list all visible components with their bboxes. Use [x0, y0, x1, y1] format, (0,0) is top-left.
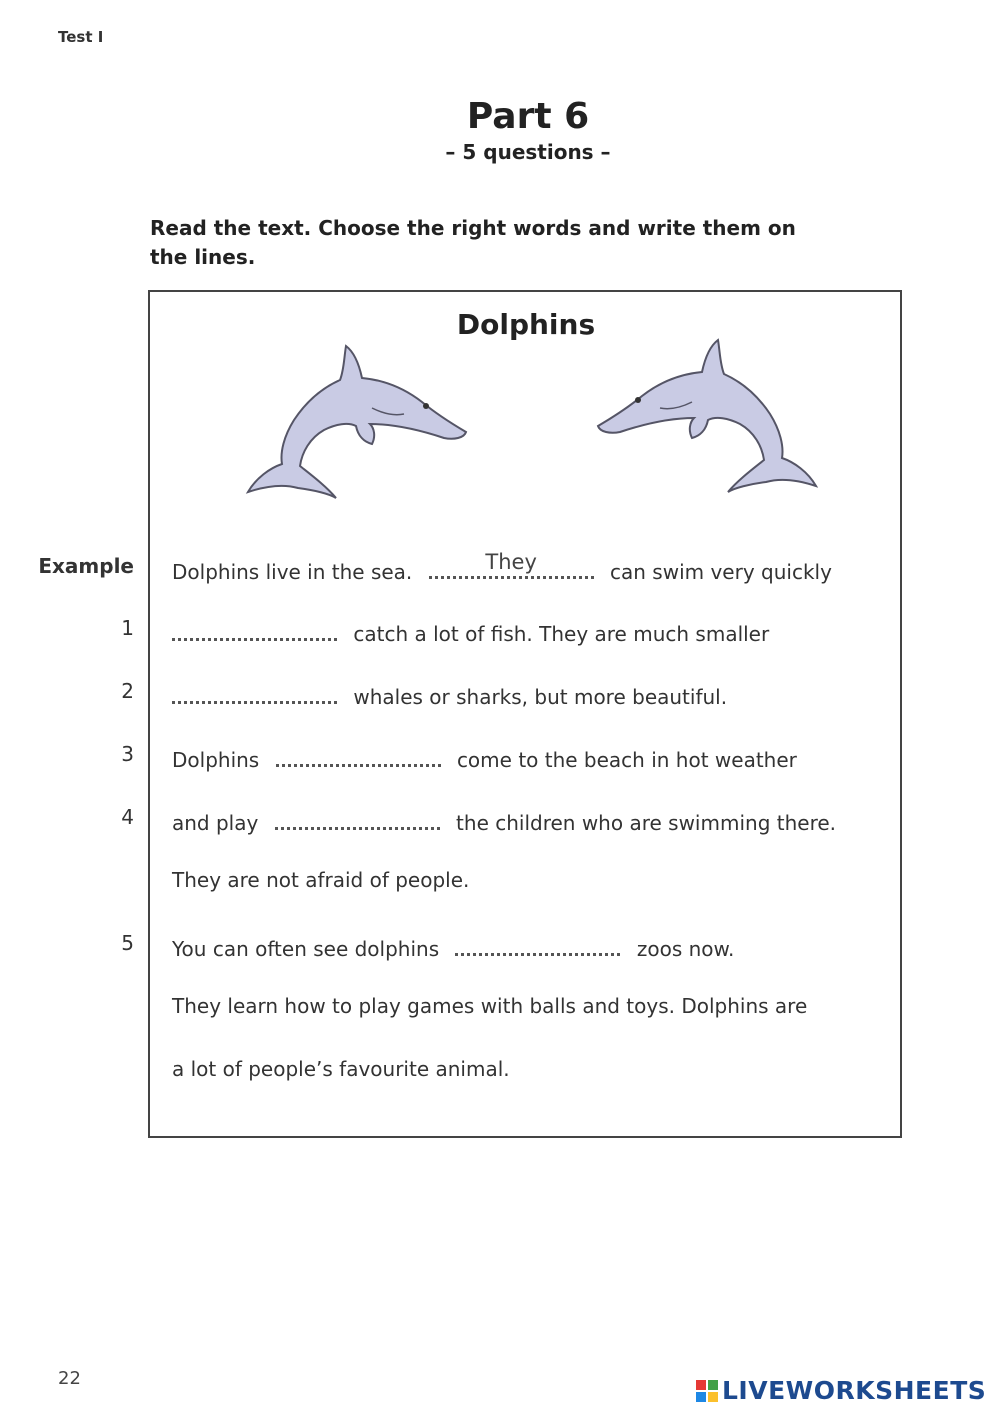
page-number: 22: [58, 1368, 81, 1389]
passage-row-text: [0, 868, 1000, 908]
row-text: You can often see dolphins zoos now.: [172, 931, 734, 961]
part-subtitle: – 5 questions –: [445, 140, 611, 164]
passage-row-2: [0, 679, 1000, 719]
row-text: They learn how to play games with balls and toys. Dolphins are: [172, 994, 808, 1018]
answer-blank-3[interactable]: [276, 742, 441, 767]
row-text: catch a lot of fish. They are much smaller: [172, 616, 769, 646]
passage-row-4: [0, 805, 1000, 845]
answer-blank-1[interactable]: [172, 616, 337, 641]
row-text: and play the children who are swimming there.: [172, 805, 836, 835]
row-label: 1: [121, 616, 134, 640]
passage-row-text: [0, 1057, 1000, 1097]
passage-title: Dolphins: [456, 308, 596, 341]
row-text: Dolphins come to the beach in hot weather: [172, 742, 797, 772]
answer-blank-4[interactable]: [275, 805, 440, 830]
row-label: 5: [121, 931, 134, 955]
dolphin-right-icon: [590, 334, 820, 494]
answer-blank-example[interactable]: They: [429, 554, 594, 579]
row-text: whales or sharks, but more beautiful.: [172, 679, 727, 709]
dolphin-left-icon: [244, 340, 474, 500]
test-label: Test I: [58, 28, 104, 46]
row-label: 4: [121, 805, 134, 829]
passage-row-5: [0, 931, 1000, 971]
answer-blank-5[interactable]: [455, 931, 620, 956]
brand-name[interactable]: LIVEWORKSHEETS: [722, 1376, 987, 1405]
row-label: Example: [38, 554, 134, 578]
row-text: They are not afraid of people.: [172, 868, 470, 892]
row-label: 2: [121, 679, 134, 703]
row-text: a lot of people’s favourite animal.: [172, 1057, 510, 1081]
instructions: Read the text. Choose the right words and write them on the lines.: [150, 216, 796, 269]
passage-row-3: [0, 742, 1000, 782]
passage-row-text: [0, 994, 1000, 1034]
part-title: Part 6: [466, 96, 590, 137]
liveworksheets-logo-icon: [696, 1380, 718, 1402]
passage-row-1: [0, 616, 1000, 656]
passage-row-example: [0, 550, 1000, 594]
row-label: 3: [121, 742, 134, 766]
row-text: Dolphins live in the sea. They can swim very quickly: [172, 550, 832, 584]
answer-blank-2[interactable]: [172, 679, 337, 704]
